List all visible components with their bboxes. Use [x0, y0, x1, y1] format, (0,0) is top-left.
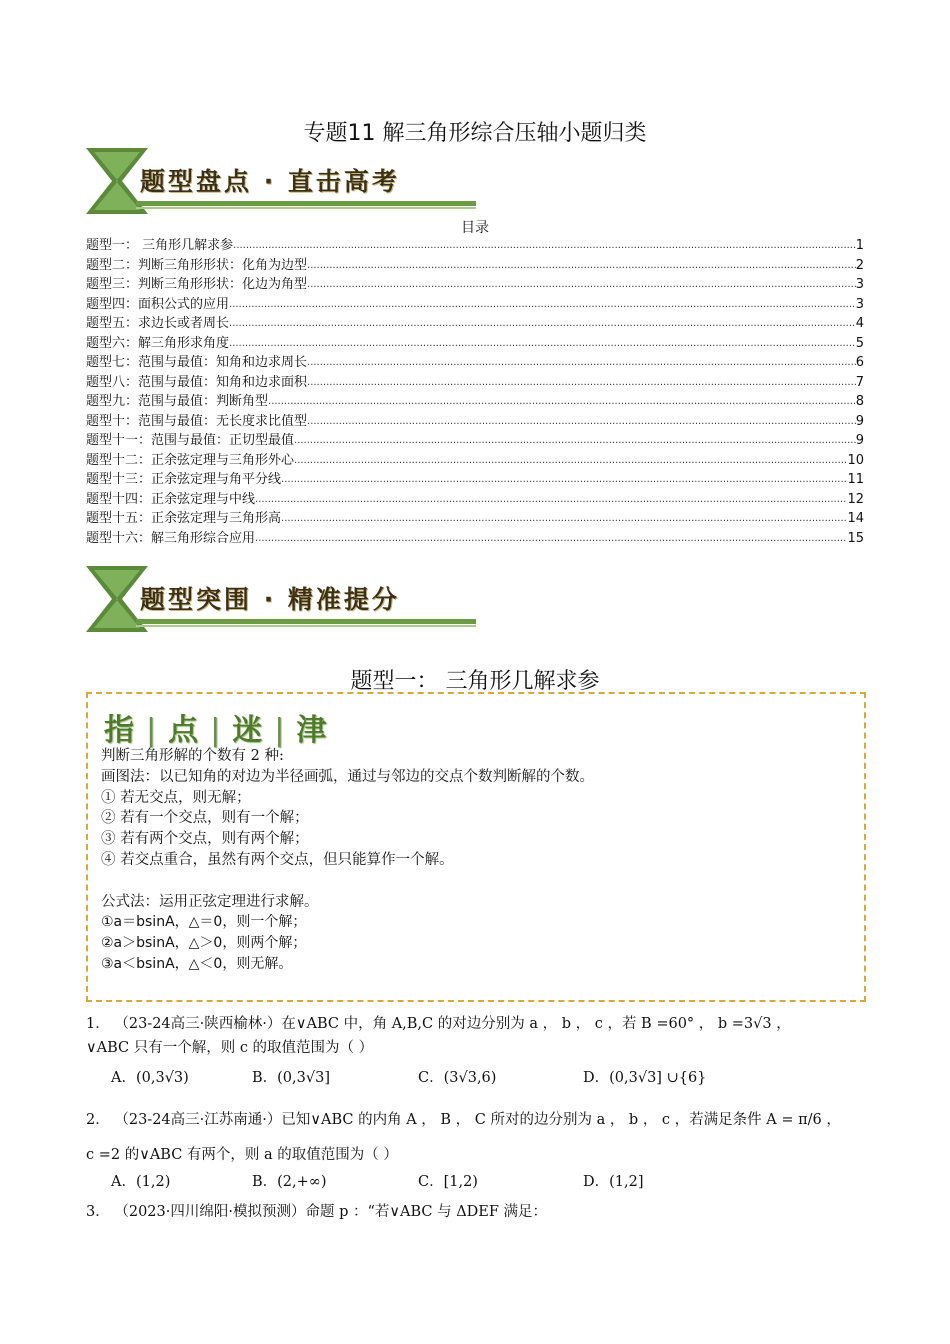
- toc-leader-dots: [307, 412, 856, 432]
- toc-entry-page: 9: [855, 413, 864, 429]
- tip-line: ① 若无交点，则无解；: [101, 789, 251, 806]
- question-number: 3．: [86, 1204, 110, 1220]
- tip-line: ②a＞bsinA，△＞0，则两个解；: [101, 935, 307, 952]
- tip-logo-char: 津: [296, 713, 329, 748]
- toc-entry-page: 15: [847, 530, 864, 546]
- tip-logo-separator: |: [274, 713, 287, 748]
- toc-entry-label: 题型五：求边长或者周长: [86, 316, 230, 331]
- toc-entry-page: 3: [855, 296, 864, 312]
- toc-entry-label: 题型三：判断三角形形状：化边为角型: [86, 277, 308, 292]
- toc-entry[interactable]: [86, 470, 864, 490]
- tip-line: ③ 若有两个交点，则有两个解；: [101, 831, 309, 848]
- toc-heading: 目录: [461, 220, 489, 236]
- toc-entry[interactable]: [86, 236, 864, 256]
- question-2-option-a: A．(1,2): [111, 1174, 171, 1190]
- toc-entry[interactable]: [86, 431, 864, 451]
- question-2-option-d: D．(1,2]: [583, 1174, 644, 1190]
- toc-leader-dots: [255, 529, 847, 549]
- tip-line: 公式法：运用正弦定理进行求解。: [101, 893, 319, 910]
- toc-entry-page: 11: [847, 472, 864, 487]
- toc-leader-dots: [281, 470, 847, 490]
- banner-breakthrough-text: 题型突围 · 精准提分: [140, 585, 400, 614]
- question-text: 已知∨ABC 的内角 A ， B ， C 所对的边分别为 a ， b ， c ，若满足条件 A = π/6 ，: [281, 1112, 841, 1128]
- question-number: 1．: [86, 1016, 110, 1032]
- question-1-option-b: B．(0,3√3]: [252, 1070, 330, 1086]
- toc-entry-page: 5: [855, 335, 864, 351]
- toc-entry[interactable]: [86, 392, 864, 412]
- banner-overview: [86, 148, 476, 214]
- toc-leader-dots: [307, 353, 856, 373]
- table-of-contents: [86, 236, 864, 548]
- question-2-line-1: [86, 1108, 841, 1129]
- toc-entry-label: 题型六：解三角形求角度: [86, 335, 230, 351]
- toc-entry-page: 7: [855, 374, 864, 390]
- toc-entry[interactable]: [86, 334, 864, 354]
- tip-logo-char: 点: [168, 713, 201, 748]
- toc-entry[interactable]: [86, 373, 864, 393]
- toc-entry-page: 14: [847, 511, 864, 526]
- toc-leader-dots: [307, 275, 856, 295]
- toc-entry-page: 8: [855, 394, 864, 409]
- toc-entry-page: 3: [855, 277, 864, 292]
- toc-entry-label: 题型十六：解三角形综合应用: [86, 530, 256, 546]
- tip-line: [101, 871, 594, 892]
- toc-entry[interactable]: [86, 275, 864, 295]
- toc-entry-label: 题型九：范围与最值：判断角型: [86, 394, 269, 409]
- tip-line: ② 若有一个交点，则有一个解；: [101, 810, 309, 827]
- toc-leader-dots: [233, 236, 856, 256]
- toc-entry-label: 题型十五：正余弦定理与三角形高: [86, 511, 282, 526]
- toc-leader-dots: [229, 295, 856, 315]
- tip-logo-separator: |: [210, 713, 223, 748]
- toc-leader-dots: [307, 256, 856, 276]
- question-1-option-d: D．(0,3√3] ∪{6}: [583, 1070, 707, 1086]
- tip-logo-char: 迷: [232, 713, 265, 748]
- toc-entry-page: 9: [855, 433, 864, 448]
- toc-leader-dots: [229, 314, 856, 334]
- toc-leader-dots: [307, 373, 856, 393]
- tip-logo-separator: |: [146, 713, 159, 748]
- toc-entry-page: 4: [855, 316, 864, 331]
- tip-line: ①a＝bsinA，△＝0，则一个解；: [101, 914, 307, 931]
- document-title: 专题11 解三角形综合压轴小题归类: [303, 121, 647, 146]
- toc-entry[interactable]: [86, 529, 864, 549]
- banner-overview-text: 题型盘点 · 直击高考: [140, 167, 400, 196]
- question-2-option-c: C．[1,2): [418, 1174, 478, 1190]
- question-1-line-1: [86, 1012, 791, 1033]
- question-source: （23-24高三·江苏南通·）: [114, 1112, 282, 1128]
- toc-entry-label: 题型四：面积公式的应用: [86, 296, 230, 312]
- tip-content: [101, 746, 594, 975]
- toc-leader-dots: [229, 334, 856, 354]
- toc-entry-label: 题型十二：正余弦定理与三角形外心: [86, 452, 295, 468]
- question-text: 在∨ABC 中，角 A,B,C 的对边分别为 a ， b ， c ，若 B =60° ， b =3√3 ，: [281, 1016, 791, 1032]
- toc-entry-page: 1: [855, 238, 864, 253]
- toc-entry[interactable]: [86, 509, 864, 529]
- question-1-option-a: A．(0,3√3): [111, 1070, 189, 1086]
- toc-entry-label: 题型十三：正余弦定理与角平分线: [86, 472, 282, 487]
- toc-entry-label: 题型八：范围与最值：知角和边求面积: [86, 374, 308, 390]
- toc-entry-page: 10: [847, 452, 864, 468]
- toc-entry[interactable]: [86, 451, 864, 471]
- toc-entry-label: 题型一： 三角形几解求参: [86, 238, 234, 253]
- toc-entry[interactable]: [86, 490, 864, 510]
- tip-line: ④ 若交点重合，虽然有两个交点，但只能算作一个解。: [101, 851, 454, 868]
- tip-logo: [104, 705, 328, 749]
- question-2-option-b: B．(2,+∞): [252, 1174, 327, 1190]
- toc-entry-page: 2: [855, 257, 864, 273]
- toc-entry[interactable]: [86, 412, 864, 432]
- toc-entry-label: 题型二：判断三角形形状：化角为边型: [86, 257, 308, 273]
- toc-leader-dots: [255, 490, 847, 510]
- question-source: （2023·四川绵阳·模拟预测）: [114, 1204, 306, 1220]
- toc-entry[interactable]: [86, 314, 864, 334]
- toc-entry-page: 6: [855, 355, 864, 370]
- question-text: 命题 p ：“若∨ABC 与 ΔDEF 满足：: [305, 1204, 548, 1220]
- toc-entry-label: 题型十四：正余弦定理与中线: [86, 491, 256, 507]
- question-1-option-c: C．(3√3,6): [418, 1070, 497, 1086]
- banner-breakthrough: [86, 566, 476, 632]
- toc-entry-label: 题型七：范围与最值：知角和边求周长: [86, 355, 308, 370]
- question-number: 2．: [86, 1112, 110, 1128]
- toc-leader-dots: [294, 431, 856, 451]
- toc-entry-label: 题型十一：范围与最值：正切型最值: [86, 433, 295, 448]
- tip-line: ③a＜bsinA，△＜0，则无解。: [101, 955, 293, 972]
- toc-leader-dots: [268, 392, 856, 412]
- toc-entry[interactable]: [86, 353, 864, 373]
- question-1-line-2: ∨ABC 只有一个解，则 c 的取值范围为（ ）: [86, 1040, 374, 1056]
- question-2-line-2: c =2 的∨ABC 有两个，则 a 的取值范围为（ ）: [86, 1147, 398, 1163]
- tip-line: 画图法：以已知角的对边为半径画弧，通过与邻边的交点个数判断解的个数。: [101, 768, 594, 785]
- toc-entry-page: 12: [847, 491, 864, 507]
- tip-logo-char: 指: [104, 713, 136, 748]
- tip-line: 判断三角形解的个数有 2 种:: [101, 748, 284, 764]
- toc-leader-dots: [294, 451, 847, 471]
- toc-entry[interactable]: [86, 295, 864, 315]
- section-title: 题型一： 三角形几解求参: [350, 669, 600, 694]
- question-3-line-1: [86, 1200, 547, 1221]
- toc-entry[interactable]: [86, 256, 864, 276]
- toc-entry-label: 题型十：范围与最值：无长度求比值型: [86, 413, 308, 429]
- toc-leader-dots: [281, 509, 847, 529]
- question-source: （23-24高三·陕西榆林·）: [114, 1016, 282, 1032]
